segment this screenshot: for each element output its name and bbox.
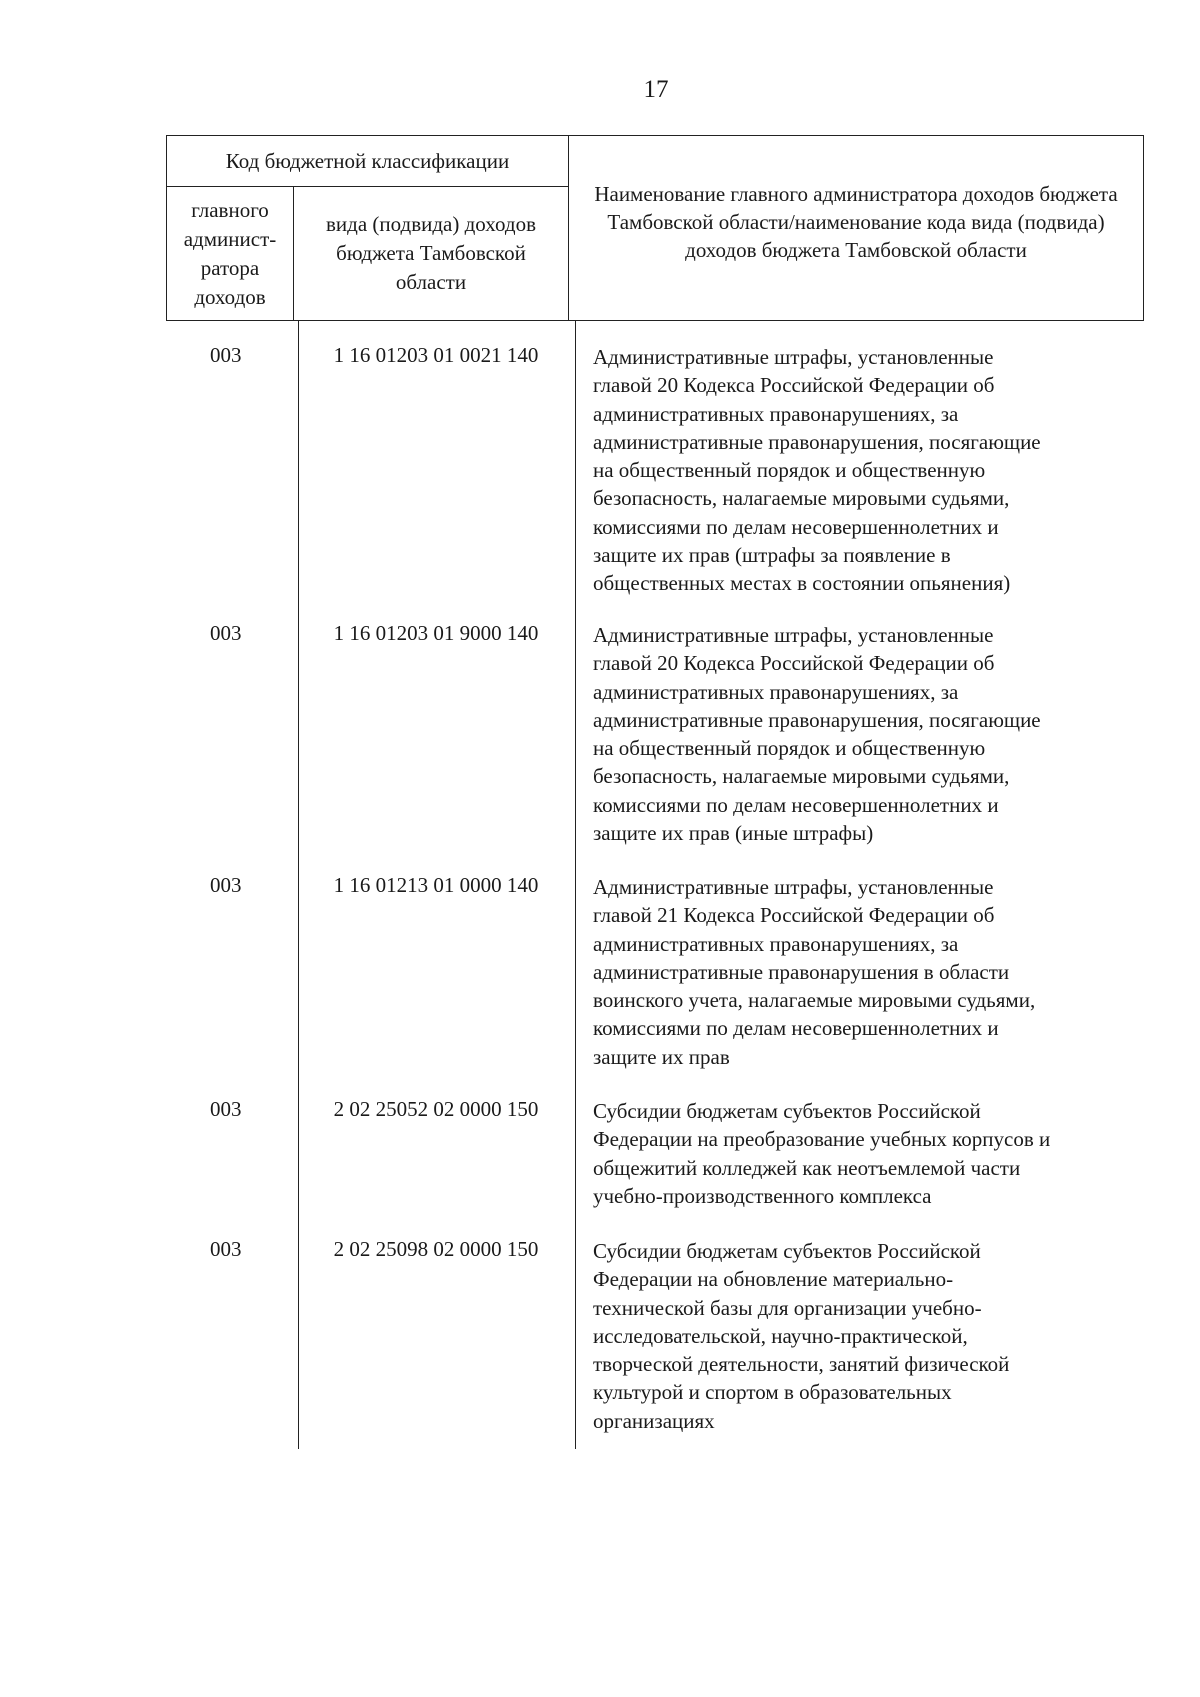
income-code-cell: 1 16 01213 01 0000 140 xyxy=(333,873,539,897)
column-divider-1 xyxy=(298,321,299,1449)
header-budget-classification-code: Код бюджетной классификации xyxy=(167,136,569,187)
admin-code-cell: 003 xyxy=(210,873,242,897)
admin-code-cell: 003 xyxy=(210,1237,242,1261)
income-name-cell: Административные штрафы, установленные главой 20 Кодекса Российской Федерации об административных правонарушениях, за административные правонарушения, посягающие на общественный порядок и общественную безопасность, налагаемые мировыми судьями, комиссиями по делам несовершеннолетних и защите их прав (иные штрафы) xyxy=(593,623,1041,846)
income-code-cell: 2 02 25098 02 0000 150 xyxy=(333,1237,539,1261)
table-header xyxy=(166,135,1144,321)
income-name-cell: Административные штрафы, установленные главой 21 Кодекса Российской Федерации об административных правонарушениях, за административные правонарушения в области воинского учета, налагаемые мировыми судьями, комиссиями по делам несовершеннолетних и защите их прав xyxy=(593,875,1036,1069)
header-name xyxy=(569,136,1143,320)
admin-code-cell: 003 xyxy=(210,343,242,367)
income-code-cell: 1 16 01203 01 9000 140 xyxy=(333,621,539,645)
header-chief-administrator xyxy=(167,187,294,320)
column-divider-2 xyxy=(575,321,576,1449)
header-chief-administrator-label: главного админист- ратора доходов xyxy=(183,197,277,309)
income-name-cell: Административные штрафы, установленные главой 20 Кодекса Российской Федерации об административных правонарушениях, за административные правонарушения, посягающие на общественный порядок и общественную безопасность, налагаемые мировыми судьями, комиссиями по делам несовершеннолетних и защите их прав (штрафы за появление в общественных местах в состоянии опьянения) xyxy=(593,345,1041,596)
income-name-cell: Субсидии бюджетам субъектов Российской Федерации на обновление материально- технической базы для организации учебно- исследовательской, научно-практической, творческой деятельности, занятий физической культурой и спортом в образовательных организациях xyxy=(593,1239,1010,1433)
admin-code-cell: 003 xyxy=(210,1097,242,1121)
income-code-cell: 2 02 25052 02 0000 150 xyxy=(333,1097,539,1121)
admin-code-cell: 003 xyxy=(210,621,242,645)
income-code-cell: 1 16 01203 01 0021 140 xyxy=(333,343,539,367)
header-income-type-label: вида (подвида) доходов бюджета Тамбовской области xyxy=(326,212,536,294)
header-name-label: Наименование главного администратора доходов бюджета Тамбовской области/наименование кода вида (подвида) доходов бюджета Тамбовской области xyxy=(594,182,1118,262)
income-name-cell: Субсидии бюджетам субъектов Российской Федерации на преобразование учебных корпусов и общежитий колледжей как неотъемлемой части учебно-производственного комплекса xyxy=(593,1099,1051,1208)
header-income-type xyxy=(294,187,569,320)
page-number: 17 xyxy=(643,76,669,103)
